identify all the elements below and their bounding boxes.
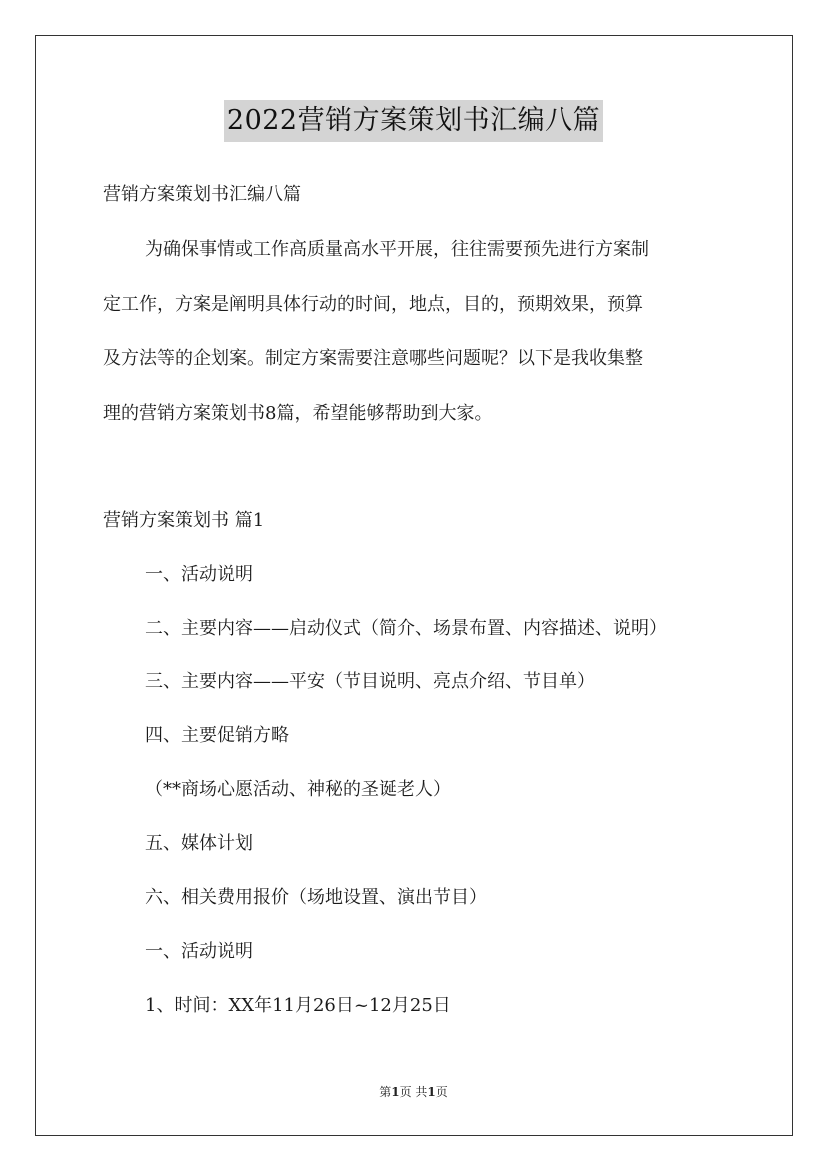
section-heading: 营销方案策划书 篇1 [103,510,265,531]
footer-mid: 页 共 [399,1085,428,1099]
list-item: 六、相关费用报价（场地设置、演出节目） [145,887,487,908]
title-container [0,100,827,142]
footer-page-total: 1 [427,1085,436,1099]
intro-line-3: 及方法等的企划案。制定方案需要注意哪些问题呢？以下是我收集整 [103,348,643,369]
intro-line-1: 为确保事情或工作高质量高水平开展，往往需要预先进行方案制 [145,239,649,260]
page-footer [0,1084,827,1100]
list-item: 四、主要促销方略 [145,725,289,746]
list-item: 一、活动说明 [145,941,253,962]
list-item: 三、主要内容——平安（节目说明、亮点介绍、节目单） [145,671,595,692]
list-item: 五、媒体计划 [145,833,253,854]
document-subtitle: 营销方案策划书汇编八篇 [103,184,301,205]
list-item: 1、时间：XX年11月26日~12月25日 [145,995,451,1016]
footer-prefix: 第 [379,1085,392,1099]
list-item: 二、主要内容——启动仪式（简介、场景布置、内容描述、说明） [145,618,667,639]
document-title: 2022营销方案策划书汇编八篇 [224,100,603,142]
list-item: （**商场心愿活动、神秘的圣诞老人） [145,779,451,800]
intro-line-4: 理的营销方案策划书8篇，希望能够帮助到大家。 [103,403,493,424]
footer-page-number: 1 [391,1085,400,1099]
list-item: 一、活动说明 [145,564,253,585]
intro-line-2: 定工作，方案是阐明具体行动的时间，地点，目的，预期效果，预算 [103,294,643,315]
footer-suffix: 页 [435,1085,448,1099]
